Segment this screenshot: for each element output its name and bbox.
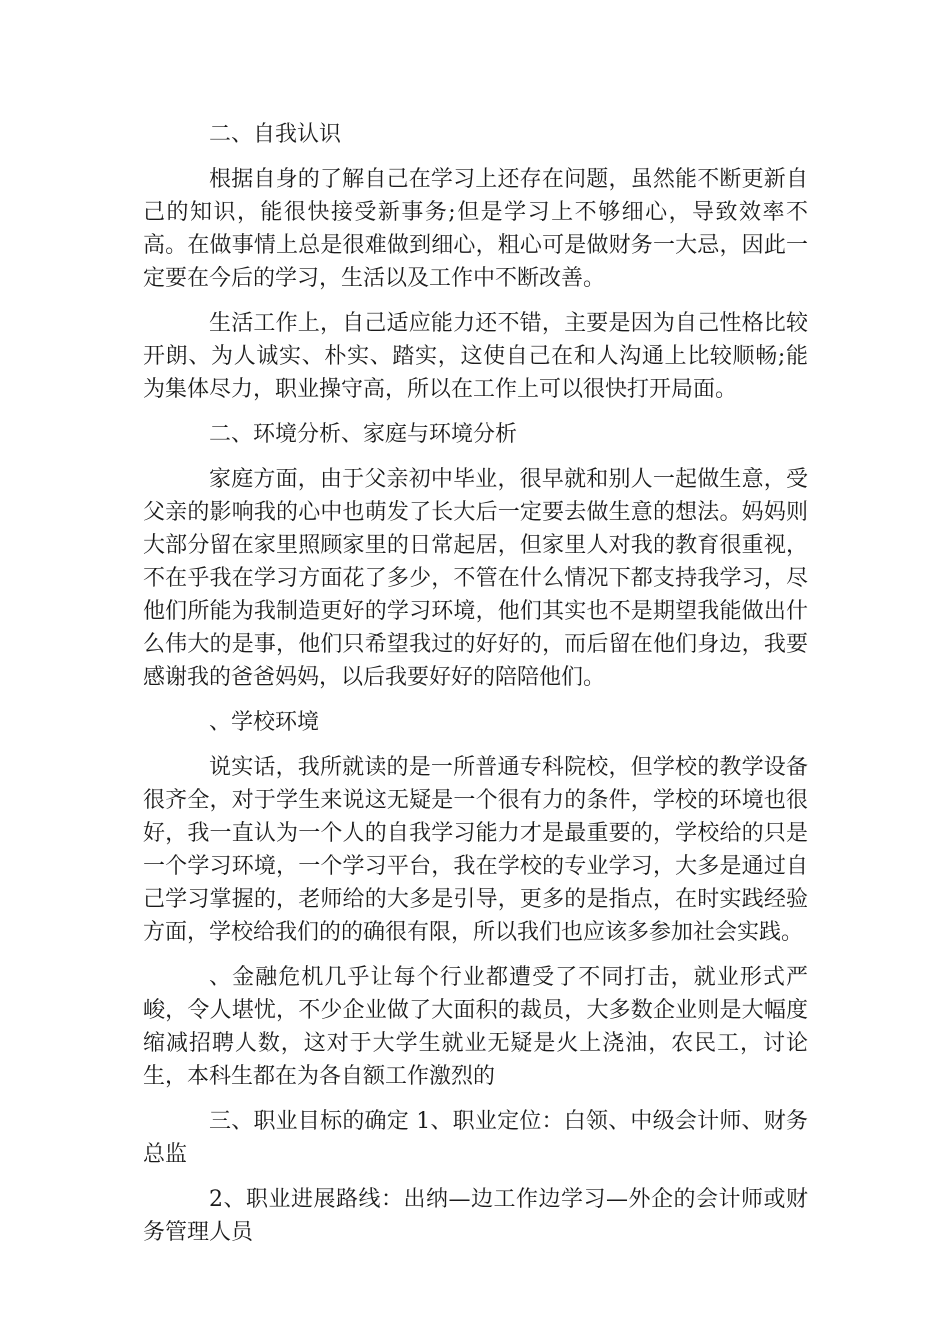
section-heading-school: 、学校环境 bbox=[209, 710, 320, 735]
section-heading-self-awareness: 二、自我认识 bbox=[209, 122, 342, 147]
paragraph-career-goal: 三、职业目标的确定 1、职业定位：白领、中级会计师、财务总监 bbox=[143, 1109, 808, 1167]
paragraph-self-assessment: 根据自身的了解自己在学习上还存在问题，虽然能不断更新自己的知识，能很快接受新事务;但是学习上不够细心，导致效率不高。在做事情上总是很难做到细心，粗心可是做财务一大忌，因此一定要在今后的学习，生活以及工作中不断改善。 bbox=[143, 167, 808, 291]
document-body bbox=[143, 118, 808, 1261]
paragraph-family: 家庭方面，由于父亲初中毕业，很早就和别人一起做生意，受父亲的影响我的心中也萌发了长大后一定要去做生意的想法。妈妈则大部分留在家里照顾家里的日常起居，但家里人对我的教育很重视，不在乎我在学习方面花了多少，不管在什么情况下都支持我学习，尽他们所能为我制造更好的学习环境，他们其实也不是期望我能做出什么伟大的是事，他们只希望我过的好好的，而后留在他们身边，我要感谢我的爸爸妈妈，以后我要好好的陪陪他们。 bbox=[143, 467, 808, 690]
section-heading-environment: 二、环境分析、家庭与环境分析 bbox=[209, 422, 518, 447]
paragraph-school: 说实话，我所就读的是一所普通专科院校，但学校的教学设备很齐全，对于学生来说这无疑是一个很有力的条件，学校的环境也很好，我一直认为一个人的自我学习能力才是最重要的，学校给的只是一个学习环境，一个学习平台，我在学校的专业学习，大多是通过自己学习掌握的，老师给的大多是引导，更多的是指点，在时实践经验方面，学校给我们的的确很有限，所以我们也应该多参加社会实践。 bbox=[143, 755, 808, 945]
paragraph-career-path: 2、职业进展路线：出纳—边工作边学习—外企的会计师或财务管理人员 bbox=[143, 1187, 808, 1245]
paragraph-financial-crisis: 、金融危机几乎让每个行业都遭受了不同打击，就业形式严峻，令人堪忧，不少企业做了大面积的裁员，大多数企业则是大幅度缩减招聘人数，这对于大学生就业无疑是火上浇油，农民工，讨论生，本科生都在为各自额工作激烈的 bbox=[143, 965, 808, 1089]
paragraph-life-work: 生活工作上，自己适应能力还不错，主要是因为自己性格比较开朗、为人诚实、朴实、踏实，这使自己在和人沟通上比较顺畅;能为集体尽力，职业操守高，所以在工作上可以很快打开局面。 bbox=[143, 311, 808, 402]
